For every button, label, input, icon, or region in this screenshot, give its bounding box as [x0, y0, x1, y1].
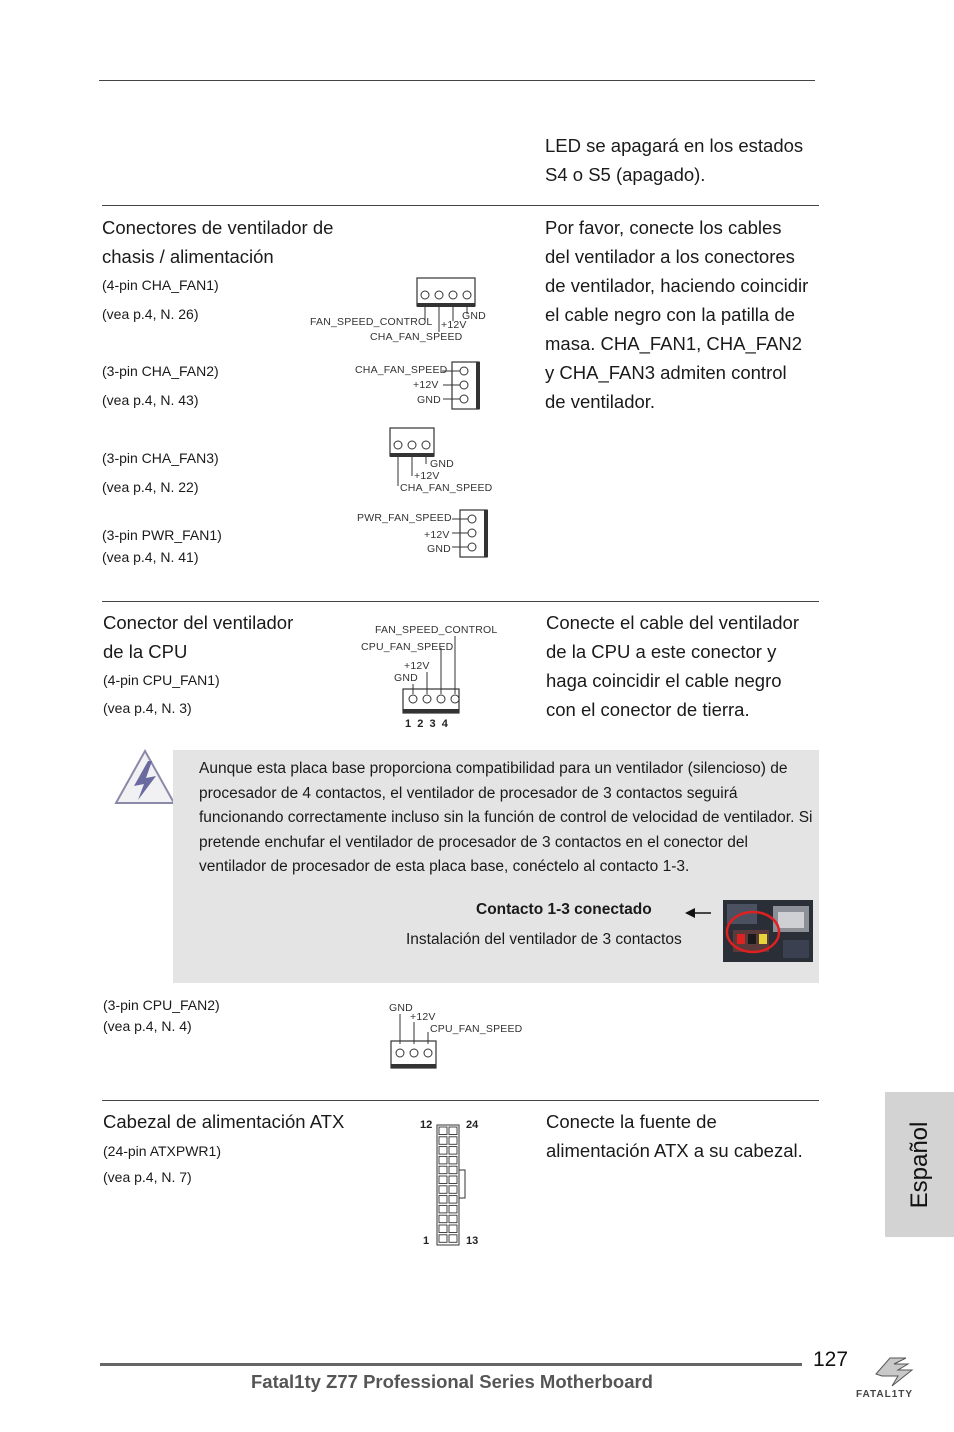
- atx-pin-cell: [449, 1215, 457, 1223]
- atx-ref: (vea p.4, N. 7): [103, 1169, 192, 1185]
- cha-fan2-pin: (3-pin CHA_FAN2): [102, 363, 219, 379]
- language-tab: [885, 1092, 954, 1237]
- cpu-fan2-pin: (3-pin CPU_FAN2): [103, 997, 220, 1013]
- pwr-fan1-gnd-label: GND: [427, 543, 451, 555]
- atx-pin-cell: [449, 1166, 457, 1174]
- fatal1ty-logo-icon: [868, 1354, 918, 1390]
- cha-fan2-ref: (vea p.4, N. 43): [102, 392, 199, 408]
- atx-pin-cell: [439, 1235, 447, 1243]
- section-rule-atx: [102, 1100, 819, 1101]
- cha-fan2-diagram: [440, 360, 500, 412]
- footer-title: Fatal1ty Z77 Professional Series Motherboard: [251, 1371, 653, 1392]
- cpu-fan2-diagram: [388, 1014, 440, 1072]
- cpu-fan1-pin: (4-pin CPU_FAN1): [103, 672, 220, 688]
- atx-pin-cell: [439, 1186, 447, 1194]
- fan-connector-photo: [723, 900, 813, 962]
- atx-pin-cell: [449, 1147, 457, 1155]
- atx-pin-cell: [439, 1196, 447, 1204]
- atx-pin13-label: 13: [466, 1235, 479, 1247]
- atx-pin-cell: [439, 1225, 447, 1233]
- cha-fan1-speed-label: CHA_FAN_SPEED: [370, 331, 463, 343]
- atx-pin-cell: [449, 1137, 457, 1145]
- atx-pin-cell: [439, 1147, 447, 1155]
- pwr-fan1-pin: (3-pin PWR_FAN1): [102, 527, 222, 543]
- atx-pin24-label: 24: [466, 1119, 479, 1131]
- language-tab-label: Español: [905, 1121, 933, 1208]
- cpu-fan1-speed-label: CPU_FAN_SPEED: [361, 641, 454, 653]
- cha-fan1-12v-label: +12V: [441, 319, 467, 331]
- caution-text: Aunque esta placa base proporciona compatibilidad para un ventilador (silencioso) de procesador de 4 contactos, el ventilador de procesador de 3 contactos seguirá funcionando correctamente incluso sin la función de control de velocidad de ventilador. Si pretende enchufar el ventilador de procesador de 3 contactos en el conector del ventilador de procesador de esta placa base, conéctelo al contacto 1-3.: [199, 760, 813, 875]
- pwr-fan1-diagram: [450, 508, 500, 560]
- cha-fan1-fsc-label: FAN_SPEED_CONTROL: [310, 316, 433, 328]
- cha-fan2-gnd-label: GND: [417, 394, 441, 406]
- warning-icon: [112, 748, 178, 810]
- atx-pin-cell: [439, 1156, 447, 1164]
- top-continuation: LED se apagará en los estados S4 o S5 (apagado).: [545, 135, 804, 185]
- cha-fan3-ref: (vea p.4, N. 22): [102, 479, 199, 495]
- cpu-fan1-fsc-label: FAN_SPEED_CONTROL: [375, 624, 498, 636]
- cha-fan3-speed-label: CHA_FAN_SPEED: [400, 482, 493, 494]
- atx-pin-cell: [439, 1166, 447, 1174]
- atx-pin-cell: [449, 1225, 457, 1233]
- atx-pin: (24-pin ATXPWR1): [103, 1143, 221, 1159]
- page-number: 127: [813, 1348, 849, 1371]
- cpu-fan1-pin-numbers: 1 2 3 4: [405, 718, 448, 730]
- cha-fan3-gnd-label: GND: [430, 458, 454, 470]
- cha-fan2-12v-label: +12V: [413, 379, 439, 391]
- atx-pin12-label: 12: [420, 1119, 433, 1131]
- top-rule: [99, 80, 815, 81]
- cpu-fan1-12v-label: +12V: [404, 660, 430, 672]
- cpu-fan2-ref: (vea p.4, N. 4): [103, 1018, 192, 1034]
- section-rule-chassis: [102, 205, 819, 206]
- caution-box: [173, 750, 819, 983]
- footer-logo-text: FATAL1TY: [856, 1389, 914, 1400]
- cpu-description: Conecte el cable del ventilador de la CPU a este conector y haga coincidir el cable negro con el conector de tierra.: [546, 612, 799, 720]
- cpu-fan1-diagram: [400, 636, 470, 718]
- install-label: Instalación del ventilador de 3 contactos: [406, 931, 682, 948]
- pwr-fan1-12v-label: +12V: [424, 529, 450, 541]
- cpu-fan2-speed-label: CPU_FAN_SPEED: [430, 1023, 523, 1035]
- atx-pin1-label: 1: [423, 1235, 430, 1247]
- chassis-title: Conectores de ventilador de chasis / alimentación: [102, 217, 334, 267]
- cha-fan3-pin: (3-pin CHA_FAN3): [102, 450, 219, 466]
- cha-fan1-pin: (4-pin CHA_FAN1): [102, 277, 219, 293]
- pwr-fan1-ref: (vea p.4, N. 41): [102, 549, 199, 565]
- cpu-fan1-ref: (vea p.4, N. 3): [103, 700, 192, 716]
- atx-pin-cell: [439, 1215, 447, 1223]
- chassis-description: Por favor, conecte los cables del ventilador a los conectores de ventilador, haciendo coincidir el cable negro con la patilla de masa. CHA_FAN1, CHA_FAN2 y CHA_FAN3 admiten control de ventilador.: [545, 217, 809, 412]
- atx-latch: [459, 1170, 465, 1198]
- atx-pin-cell: [439, 1205, 447, 1213]
- cpu-fan2-12v-label: +12V: [410, 1011, 436, 1023]
- atx-pin-cell: [449, 1156, 457, 1164]
- atx-pin-cell: [449, 1235, 457, 1243]
- cpu-fan1-gnd-label: GND: [394, 672, 418, 684]
- atx-pin-cell: [449, 1176, 457, 1184]
- atx-pin-cell: [439, 1137, 447, 1145]
- atx-pin-cell: [439, 1176, 447, 1184]
- atx-pin-cell: [449, 1127, 457, 1135]
- contact-label: Contacto 1-3 conectado: [476, 901, 652, 918]
- arrow-left-icon: [683, 907, 713, 919]
- atx-pin-cell: [449, 1196, 457, 1204]
- cha-fan3-12v-label: +12V: [414, 470, 440, 482]
- section-rule-cpu: [102, 601, 819, 602]
- atx-pin-cell: [439, 1127, 447, 1135]
- atx-description: Conecte la fuente de alimentación ATX a su cabezal.: [546, 1111, 803, 1161]
- atx-pin-cell: [449, 1205, 457, 1213]
- footer-rule: [100, 1363, 802, 1366]
- cha-fan1-ref: (vea p.4, N. 26): [102, 306, 199, 322]
- atx-pin-cell: [449, 1186, 457, 1194]
- atx-outline: [437, 1125, 459, 1245]
- cpu-title: Conector del ventilador de la CPU: [103, 612, 294, 662]
- atx-title: Cabezal de alimentación ATX: [103, 1111, 345, 1132]
- pwr-fan1-speed-label: PWR_FAN_SPEED: [357, 512, 452, 524]
- cpu-fan2-gnd-label: GND: [389, 1002, 413, 1014]
- cha-fan1-gnd-label: GND: [462, 310, 486, 322]
- atx-connector-diagram: [436, 1124, 472, 1248]
- cha-fan2-speed-label: CHA_FAN_SPEED: [355, 364, 448, 376]
